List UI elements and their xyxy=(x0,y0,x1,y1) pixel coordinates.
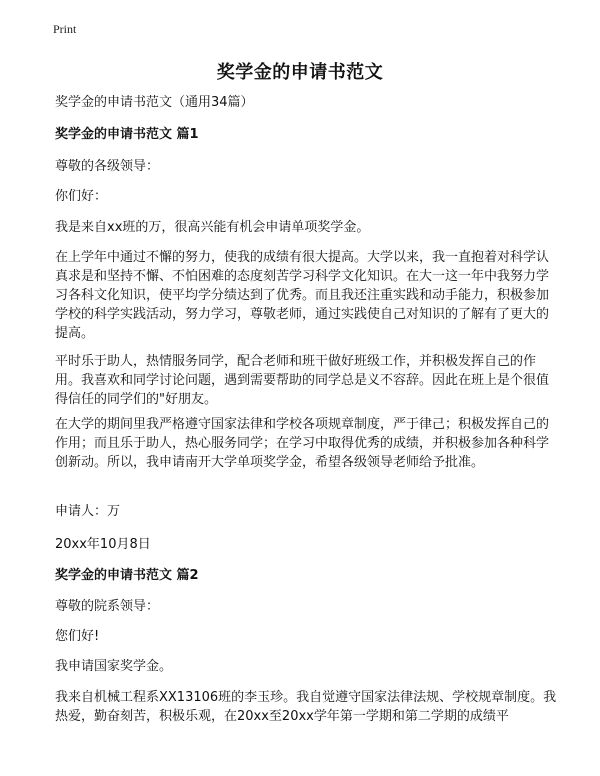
paragraph-1-2: 在上学年中通过不懈的努力，使我的成绩有很大提高。大学以来，我一直抱着对科学认真求是和坚持不懈、不怕困难的态度刻苦学习科学文化知识。在大一这一年中我努力学习各科文化知识，使平均学分绩达到了优秀。而且我还注重实践和动手能力，积极参加学校的科学实践活动，努力学习，尊敬老师，通过实践使自己对知识的了解有了更大的提高。 xyxy=(55,250,550,341)
section-heading-1: 奖学金的申请书范文 篇1 xyxy=(55,127,199,142)
signature-1: 申请人：万 xyxy=(55,504,121,519)
print-link[interactable]: Print xyxy=(53,22,77,36)
salutation-1: 尊敬的各级领导： xyxy=(55,159,160,174)
paragraph-1-3: 平时乐于助人，热情服务同学，配合老师和班干做好班级工作，并积极发挥自己的作用。我喜欢和同学讨论问题，遇到需要帮助的同学总是义不容辞。因此在班上是个很值得信任的同学们的"好朋友。 xyxy=(55,354,550,407)
paragraph-1-1: 我是来自xx班的万，很高兴能有机会申请单项奖学金。 xyxy=(55,220,370,235)
paragraph-2-2: 我来自机械工程系XX13106班的李玉珍。我自觉遵守国家法律法规、学校规章制度。我热爱，勤奋刻苦，积极乐观，在20xx至20xx学年第一学期和第二学期的成绩平 xyxy=(55,690,557,724)
page-title: 奖学金的申请书范文 xyxy=(216,62,384,83)
section-heading-2: 奖学金的申请书范文 篇2 xyxy=(55,568,199,583)
greeting-1: 你们好： xyxy=(55,189,108,204)
date-1: 20xx年10月8日 xyxy=(55,537,151,552)
paragraph-2-1: 我申请国家奖学金。 xyxy=(55,659,173,674)
paragraph-1-4: 在大学的期间里我严格遵守国家法律和学校各项规章制度，严于律己；积极发挥自己的作用；而且乐于助人，热心服务同学；在学习中取得优秀的成绩，并积极参加各种科学创新动。所以，我申请南开大学单项奖学金，希望各级领导老师给予批准。 xyxy=(55,417,550,470)
document-subtitle: 奖学金的申请书范文（通用34篇） xyxy=(55,95,254,110)
greeting-2: 您们好! xyxy=(55,629,100,644)
salutation-2: 尊敬的院系领导： xyxy=(55,599,160,614)
